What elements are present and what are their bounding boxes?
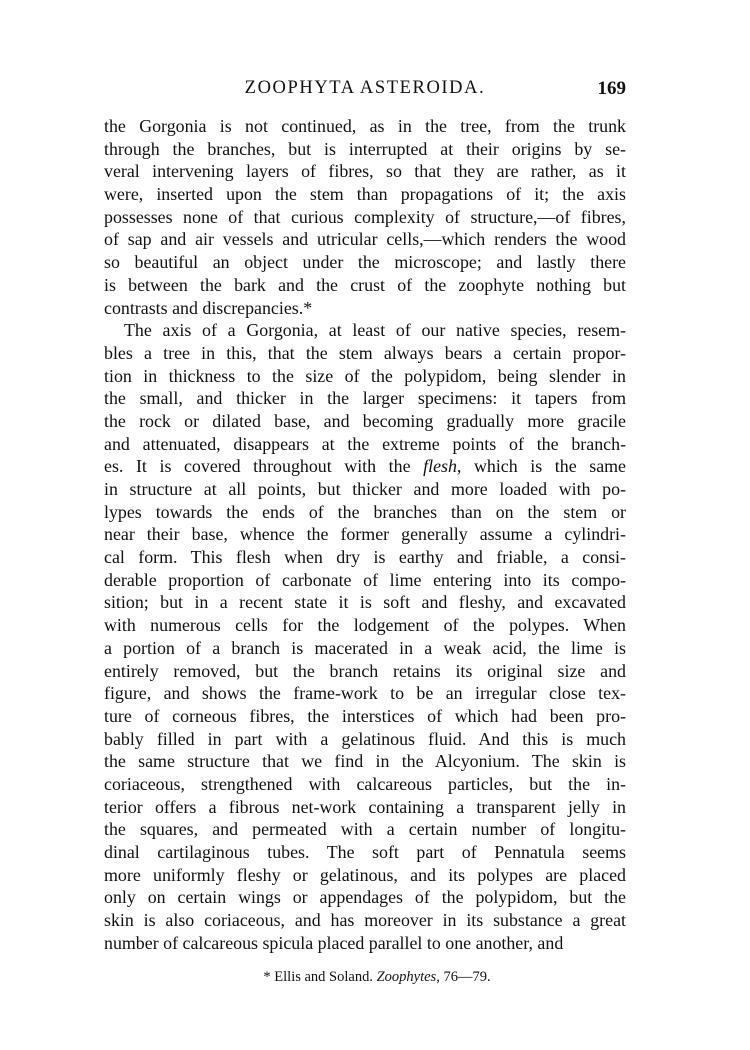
text-line: were, inserted upon the stem than propagations of it; the axis (104, 184, 626, 205)
text-line: lypes towards the ends of the branches than on the stem or (104, 501, 626, 522)
text-line: cal form. This flesh when dry is earthy and friable, a consi- (104, 547, 626, 568)
page-number: 169 (597, 78, 626, 99)
text-line: ture of corneous fibres, the interstices of which had been pro- (104, 705, 626, 726)
text-line: the small, and thicker in the larger specimens: it tapers from (104, 388, 626, 409)
text-line: through the branches, but is interrupted at their origins by se- (104, 138, 626, 159)
text-line (104, 455, 626, 478)
running-head (104, 78, 626, 102)
footnote-pages: 76—79. (443, 969, 491, 985)
text-segment: which is the same (461, 456, 626, 477)
text-line: the rock or dilated base, and becoming gradually more gracile (104, 410, 626, 431)
text-line: contrasts and discrepancies.* (104, 297, 313, 318)
text-line: dinal cartilaginous tubes. The soft part of Pennatula seems (104, 842, 626, 862)
text-line: sition; but in a recent state it is soft and fleshy, and excavated (104, 592, 626, 613)
text-line: bably filled in part with a gelatinous fluid. And this is much (104, 728, 626, 749)
footnote (0, 969, 750, 986)
text-line: more uniformly fleshy or gelatinous, and its polypes are placed (104, 864, 626, 885)
text-line: a portion of a branch is macerated in a weak acid, the lime is (104, 637, 626, 658)
text-line: so beautiful an object under the microscope; and lastly there (104, 252, 626, 273)
text-line: bles a tree in this, that the stem always bears a certain propor- (104, 342, 626, 363)
text-line: derable proportion of carbonate of lime entering into its compo- (104, 569, 626, 590)
paragraph-1 (104, 115, 626, 319)
body-text (104, 115, 626, 954)
text-line: figure, and shows the frame-work to be an irregular close tex- (104, 683, 626, 704)
text-line: the same structure that we find in the Alcyonium. The skin is (104, 751, 626, 772)
text-line: entirely removed, but the branch retains its original size and (104, 660, 626, 681)
text-line: tion in thickness to the size of the polypidom, being slender in (104, 365, 626, 386)
running-title: ZOOPHYTA ASTEROIDA. (244, 78, 486, 98)
emphasized-word: flesh, (423, 456, 462, 477)
footnote-work-title: Zoophytes, (376, 969, 440, 985)
footnote-authors: Ellis and Soland. (274, 969, 373, 985)
text-line: skin is also coriaceous, and has moreover in its substance a great (104, 910, 626, 931)
text-line: of sap and air vessels and utricular cells,—which renders the wood (104, 229, 626, 250)
text-line: coriaceous, strengthened with calcareous particles, but the in- (104, 773, 626, 794)
text-line: and attenuated, disappears at the extreme points of the branch- (104, 433, 626, 454)
text-line: with numerous cells for the lodgement of the polypes. When (104, 615, 626, 636)
text-line: possesses none of that curious complexity of structure,—of fibres, (104, 206, 626, 227)
text-line: The axis of a Gorgonia, at least of our native species, resem- (124, 320, 626, 341)
text-line: the squares, and permeated with a certain number of longitu- (104, 819, 626, 840)
text-segment: es. It is covered throughout with the (104, 456, 424, 477)
text-line: veral intervening layers of fibres, so that they are rather, as it (104, 161, 626, 182)
text-line: near their base, whence the former generally assume a cylindri- (104, 524, 626, 545)
text-line: only on certain wings or appendages of the polypidom, but the (104, 887, 626, 908)
text-line: is between the bark and the crust of the zoophyte nothing but (104, 274, 626, 295)
text-line: the Gorgonia is not continued, as in the tree, from the trunk (104, 116, 626, 136)
text-line: terior offers a fibrous net-work containing a transparent jelly in (104, 796, 626, 817)
text-line: number of calcareous spicula placed parallel to one another, and (104, 932, 564, 953)
footnote-marker: * (263, 969, 271, 985)
paragraph-2 (104, 319, 626, 954)
text-line: in structure at all points, but thicker and more loaded with po- (104, 479, 626, 499)
